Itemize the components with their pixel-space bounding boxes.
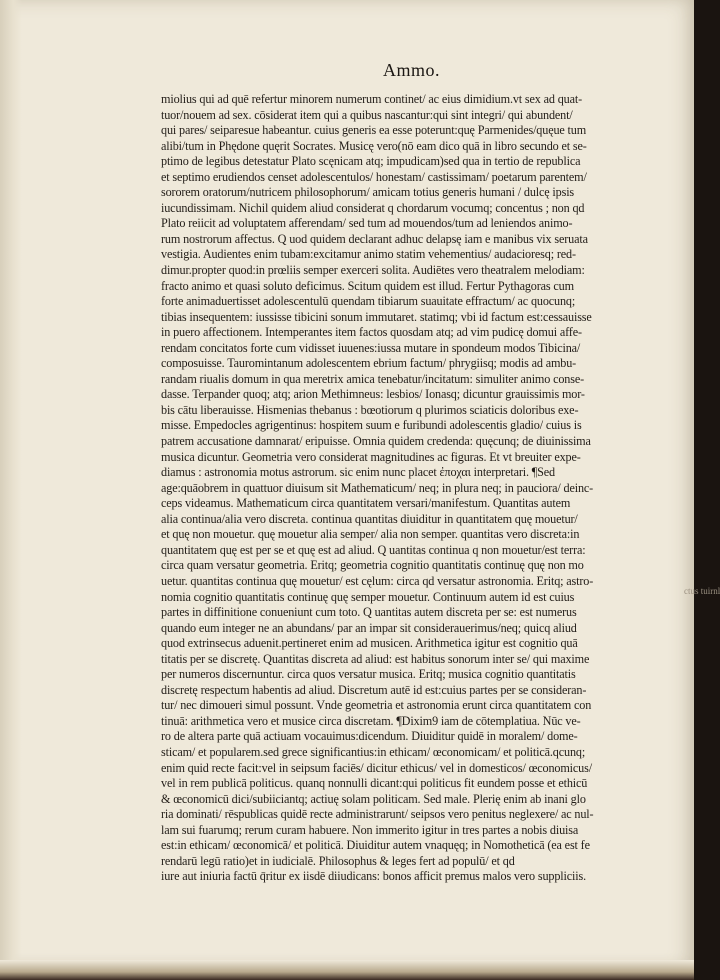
text-line: dimur.propter quod:in prœliis semper exerceri solita. Audiētes vero theatralem melodiam: (161, 263, 585, 278)
text-line: forte animaduertisset adolescentulū quendam tibiarum suauitate effractum/ ac quocunq; (161, 294, 576, 309)
text-line: quantitatem quę est per se et quę est ad aliud. Q uantitas continua q non mouetur/est terra: (161, 542, 586, 557)
text-line: per numeros discernuntur. circa quos versatur musica. Eritq; musica cognitio quantitatis (161, 667, 576, 682)
text-line: nomia cognitio quantitatis continuę quę semper mouetur. Continuum autem id est cuius (161, 589, 575, 604)
text-line: musica dicuntur. Geometria vero considerat magnitudines ac figuras. Et vt breuiter expe- (161, 449, 581, 464)
text-line: bis cātu liberauisse. Hismenias thebanus : bœotiorum q plurimos sciaticis doloribus exe- (161, 402, 579, 417)
text-line: fracto animo et quasi soluto deficimus. Scitum quidem est illud. Fertur Pythagoras cum (161, 278, 574, 293)
text-line: sticam/ et popularem.sed grece significantius:in ethicam/ œconomicam/ et politicā.qcunq; (161, 744, 586, 759)
text-line: rum nostrorum affectus. Q uod quidem declarant adhuc delapsę iam e manibus vix seruata (161, 231, 588, 246)
text-line: & œconomicū dici/subiiciantq; actiuę solam politicam. Sed male. Plerię enim ab inani glo (161, 791, 586, 806)
page-bottom-edge (0, 960, 694, 980)
text-line: circa quam versatur geometria. Eritq; geometria cognitio quantitatis continuę quę non mo (161, 558, 584, 573)
text-line: partes in diffinitione conueniunt cum toto. Q uantitas autem discreta per se: est numerus (161, 605, 577, 620)
text-line: Plato reiicit ad voluptatem afferendam/ sed tum ad mouendos/tum ad leniendos animo- (161, 216, 573, 231)
text-line: ptimo de legibus detestatur Plato scęnicam atq; impudicam)sed qua in tertio de republica (161, 154, 581, 169)
text-line: ceps videamus. Mathematicum circa quantitatem versari/manifestum. Quantitas autem (161, 496, 571, 511)
text-line: composuisse. Tauromintanum adolescentem ebrium factum/ phrygiisq; modis ad ambu- (161, 356, 577, 371)
text-line: tuor/nouem ad sex. cōsiderat item qui a quibus nascantur:qui sint integri/ qui abundent/ (161, 107, 573, 122)
text-line: diamus : astronomia motus astrorum. sic enim nunc placet ἐποχαι interpretari. ¶Sed (161, 465, 555, 480)
text-line: age:quāobrem in quattuor diuisum sit Mathematicum/ neq; in plura neq; in pauciora/ deinc- (161, 480, 594, 495)
text-line: rendarū legū ratio)et in iudicialē. Philosophus & leges fert ad populū/ et qd (161, 853, 515, 868)
text-line: sororem oratorum/nutricem philosophorum/ amicam totius generis humani / dulcę ipsis (161, 185, 575, 200)
text-line: vestigia. Audientes enim tubam:excitamur animo statim vehementius/ audacioresq; red- (161, 247, 576, 262)
text-line: lam sui fuarumq; rerum curam habuere. Non immerito igitur in tres partes a nobis diuisa (161, 822, 579, 837)
text-line: et quę non mouetur. quę mouetur alia semper/ alia non semper. quantitas vero discreta:in (161, 527, 580, 542)
text-line: quod extrinsecus aduenit.pertineret enim ad musicen. Arithmetica igitur est cognitio quā (161, 636, 578, 651)
text-line: ro de altera parte quā actiuam vocauimus:dicendum. Diuiditur quidē in moralem/ dome- (161, 729, 578, 744)
text-line: misse. Empedocles agrigentinus: hospitem suum e furibundi adolescentis gladio/ cuius is (161, 418, 582, 433)
text-line: dasse. Terpander quoq; atq; arion Methimneus: lesbios/ Ionasq; dicuntur grauissimis mor- (161, 387, 585, 402)
text-line: alia continua/alia vero discreta. continua quantitas diuiditur in quantitatem quę mouetur/ (161, 511, 578, 526)
text-line: et septimo erudiendos censet adolescentulos/ honestam/ castissimam/ poetarum parentem/ (161, 169, 587, 184)
margin-note: ctus tuirnl (684, 586, 720, 596)
text-line: iure aut iniuria factū q̄ritur ex iisdē diiudicans: bonos afficit premus malos vero suppliciis. (161, 869, 587, 884)
text-line: rendam concitatos forte cum vidisset iuuenes:iussa mutare in spondeum modos Tibicina/ (161, 340, 581, 355)
text-line: randam riualis domum in qua meretrix amica tenebatur/incitatum: simuliter animo conse- (161, 371, 585, 386)
text-line: tinuā: arithmetica vero et musice circa discretam. ¶Dixim9 iam de cōtemplatiua. Nūc ve- (161, 713, 581, 728)
text-line: discretę respectum habentis ad aliud. Discretum autē id est:cuius partes per se consideran- (161, 682, 587, 697)
text-line: quando eum integer ne an abundans/ par an impar sit considerauerimus/neq; quicq aliud (161, 620, 577, 635)
text-line: uetur. quantitas continua quę mouetur/ est cęlum: circa qd versatur astronomia. Eritq; astro- (161, 573, 594, 588)
text-line: patrem accusatione damnarat/ eripuisse. Omnia quidem credenda: quęcunq; de diuinissima (161, 434, 591, 449)
text-line: ria dominati/ rēspublicas quidē recte administrarunt/ seipsos vero penitus neglexere/ ac nul- (161, 807, 594, 822)
text-line: qui pares/ seiparesue habeantur. cuius generis ea esse poterunt:quę Parmenides/quęue tum (161, 123, 587, 138)
text-line: iucundissimam. Nichil quidem aliud considerat q chordarum vocumq; concentus ; non qd (161, 200, 585, 215)
running-head: Ammo. (383, 60, 441, 80)
text-line: titatis per se discretę. Quantitas discreta ad aliud: est habitus sonorum inter se/ qui maxime (161, 651, 590, 666)
text-line: tibias insequentem: iussisse tibicini sonum immutaret. statimq; vbi id factum est:cessauisse (161, 309, 592, 324)
text-line: enim quid recte facit:vel in seipsum faciēs/ dicitur ethicus/ vel in domesticos/ œconomicus/ (161, 760, 592, 775)
body-text (161, 92, 681, 885)
text-line: vel in rem publicā politicus. quanq nonnulli dicant:qui politicus fit eundem posse et ethicū (161, 776, 588, 791)
page-gutter (0, 0, 22, 972)
text-line: tur/ nec dimoueri simul possunt. Vnde geometria et astronomia erunt circa quantitatem con (161, 698, 592, 713)
text-line: est:in ethicam/ œconomicā/ et politicā. Diuiditur autem vnaquęq; in Nomotheticā (ea est fe (161, 838, 590, 853)
text-line: miolius qui ad quē refertur minorem numerum continet/ ac eius dimidium.vt sex ad quat- (161, 92, 583, 106)
text-line: in puero affectionem. Intemperantes item factos quosdam atq; ad vim pudicę domui affe- (161, 325, 582, 340)
text-line: alibi/tum in Phędone quęrit Socrates. Musicę vero(nō eam dico quā in libro secundo et se- (161, 138, 587, 153)
